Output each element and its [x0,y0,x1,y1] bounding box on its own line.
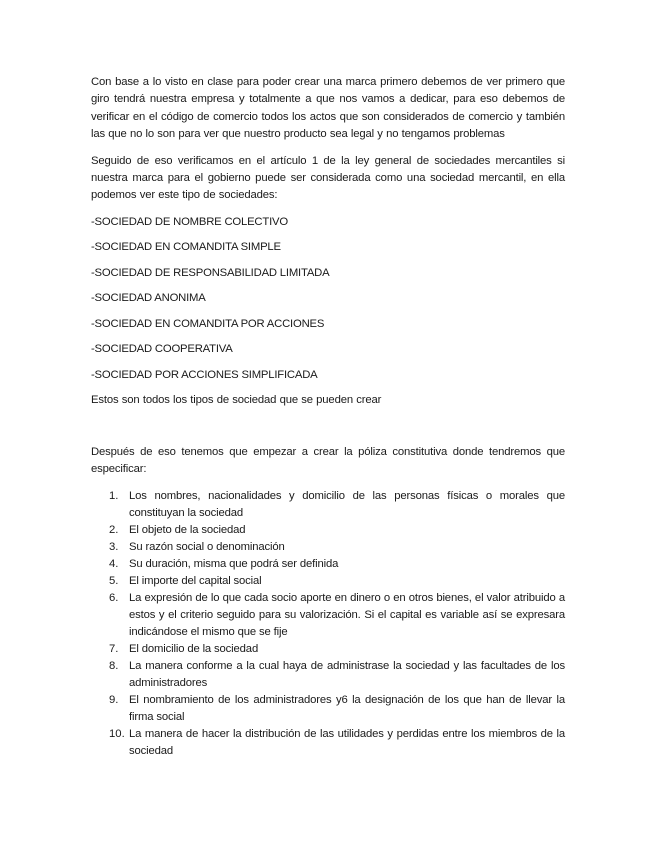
document-page [91,74,565,760]
law-check-paragraph: Seguido de eso verificamos en el artículo 1 de la ley general de sociedades mercantiles si nuestra marca para el gobierno puede ser considerada como una sociedad mercantil, en ella podemos ver este tipo de sociedades: [91,154,565,202]
requirement-number: 8. [109,660,119,673]
society-type-item: -SOCIEDAD DE NOMBRE COLECTIVO [91,215,288,228]
requirement-text: El domicilio de la sociedad [129,643,259,656]
requirement-number: 7. [109,643,119,656]
society-type-item: -SOCIEDAD DE RESPONSABILIDAD LIMITADA [91,266,330,279]
society-type-item: -SOCIEDAD COOPERATIVA [91,343,233,356]
society-type-item: -SOCIEDAD EN COMANDITA SIMPLE [91,241,281,254]
requirement-text: La expresión de lo que cada socio aporte en dinero o en otros bienes, el valor atribuido a estos y el criterio seguido para su valorización. Si el capital es variable así se expresara indicándose el mismo que se fije [129,592,565,639]
requirement-item [91,488,565,522]
requirement-item [91,522,565,539]
requirement-number: 10. [109,728,125,741]
requirement-number: 5. [109,575,119,588]
requirement-item [91,641,565,658]
requirement-number: 4. [109,558,119,571]
requirement-text: El nombramiento de los administradores y6 la designación de los que han de llevar la firma social [129,694,565,724]
requirement-item [91,573,565,590]
requirement-item [91,726,565,760]
requirement-text: La manera conforme a la cual haya de administrase la sociedad y las facultades de los administradores [129,660,565,690]
types-summary-paragraph: Estos son todos los tipos de sociedad que se pueden crear [91,394,382,407]
society-types-list [91,214,565,384]
requirement-item [91,556,565,573]
requirement-item [91,539,565,556]
requirement-item [91,692,565,726]
requirement-item [91,590,565,641]
requirement-number: 3. [109,541,119,554]
requirements-list [91,488,565,760]
requirement-text: Los nombres, nacionalidades y domicilio de las personas físicas o morales que constituyan la sociedad [129,490,565,520]
requirement-text: Su duración, misma que podrá ser definida [129,558,339,571]
society-type-item: -SOCIEDAD POR ACCIONES SIMPLIFICADA [91,368,318,381]
requirement-number: 1. [109,490,119,503]
blank-line [91,410,565,444]
requirement-text: El objeto de la sociedad [129,524,246,537]
requirement-number: 9. [109,694,119,707]
policy-intro-paragraph: Después de eso tenemos que empezar a crear la póliza constitutiva donde tendremos que especificar: [91,445,565,476]
society-type-item: -SOCIEDAD ANONIMA [91,292,206,305]
intro-paragraph: Con base a lo visto en clase para poder crear una marca primero debemos de ver primero que giro tendrá nuestra empresa y totalmente a que nos vamos a dedicar, para eso debemos de verificar en el código de comercio todos los actos que son considerados de comercio y también las que no lo son para ver que nuestro producto sea legal y no tengamos problemas [91,76,565,141]
requirement-number: 6. [109,592,119,605]
requirement-text: Su razón social o denominación [129,541,285,554]
requirement-item [91,658,565,692]
requirement-text: La manera de hacer la distribución de las utilidades y perdidas entre los miembros de la sociedad [129,728,565,758]
society-type-item: -SOCIEDAD EN COMANDITA POR ACCIONES [91,317,325,330]
requirement-number: 2. [109,524,119,537]
requirement-text: El importe del capital social [129,575,262,588]
